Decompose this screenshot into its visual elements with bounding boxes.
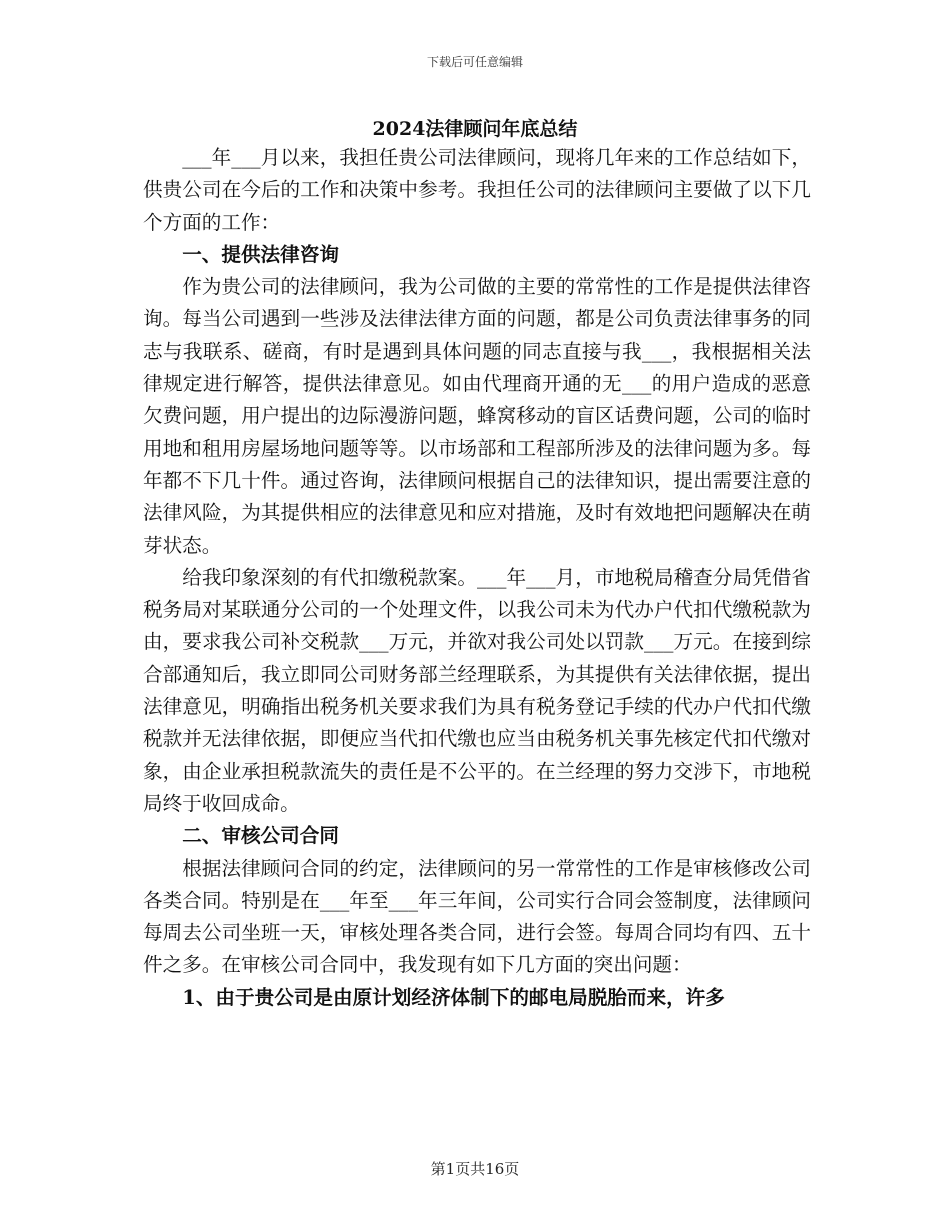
page-header-note: 下载后可任意编辑	[426, 55, 523, 69]
paragraph-consulting: 作为贵公司的法律顾问，我为公司做的主要的常常性的工作是提供法律咨询。每当公司遇到一些涉及法律法律方面的问题，都是公司负责法律事务的同志与我联系、磋商，有时是遇到具体问题的同志直接与我___，我根据相关法律规定进行解答，提供法律意见。如由代理商开通的无___的用户造成的恶意欠费问题，用户提出的边际漫游问题，蜂窝移动的盲区话费问题，公司的临时用地和租用房屋场地问题等等。以市场部和工程部所涉及的法律问题为多。每年都不下几十件。通过咨询，法律顾问根据自己的法律知识，提出需要注意的法律风险，为其提供相应的法律意见和应对措施，及时有效地把问题解决在萌芽状态。	[143, 275, 811, 557]
section-heading-consulting: 一、提供法律咨询	[182, 242, 339, 266]
document-title: 2024法律顾问年底总结	[372, 118, 578, 140]
list-item-1: 1、由于贵公司是由原计划经济体制下的邮电局脱胎而来，许多	[182, 985, 725, 1009]
paragraph-tax-case: 给我印象深刻的有代扣缴税款案。___年___月，市地税局稽查分局凭借省税务局对某联通分公司的一个处理文件，以我公司未为代办户代扣代缴税款为由，要求我公司补交税款___万元，并欲对我公司处以罚款___万元。在接到综合部通知后，我立即同公司财务部兰经理联系，为其提供有关法律依据，提出法律意见，明确指出税务机关要求我们为具有税务登记手续的代办户代扣代缴税款并无法律依据，即便应当代扣代缴也应当由税务机关事先核定代扣代缴对象，由企业承担税款流失的责任是不公平的。在兰经理的努力交涉下，市地税局终于收回成命。	[143, 565, 811, 815]
page-number: 第1页共16页	[430, 1160, 520, 1178]
document-body	[143, 142, 811, 1014]
paragraph-intro: ___年___月以来，我担任贵公司法律顾问，现将几年来的工作总结如下，供贵公司在今后的工作和决策中参考。我担任公司的法律顾问主要做了以下几个方面的工作：	[143, 146, 811, 234]
section-heading-contracts: 二、审核公司合同	[182, 824, 339, 848]
paragraph-contracts: 根据法律顾问合同的约定，法律顾问的另一常常性的工作是审核修改公司各类合同。特别是在___年至___年三年间，公司实行合同会签制度，法律顾问每周去公司坐班一天，审核处理各类合同，进行会签。每周合同均有四、五十件之多。在审核公司合同中，我发现有如下几方面的突出问题：	[143, 856, 811, 977]
